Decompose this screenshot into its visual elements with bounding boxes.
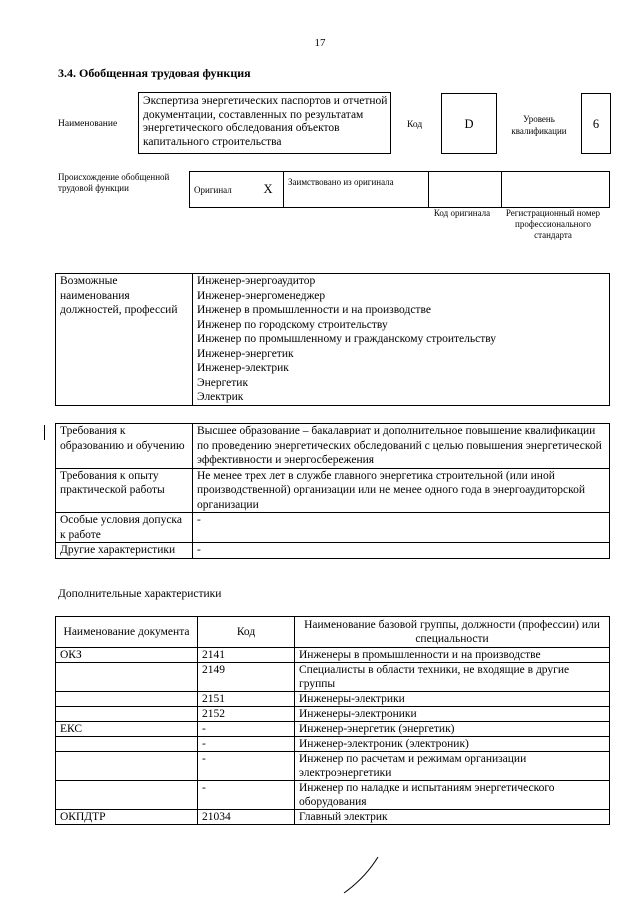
- signature-stroke: [340, 855, 380, 895]
- reg-number-cell: [502, 172, 610, 208]
- code-cell: -: [198, 722, 295, 737]
- doc-cell: [56, 692, 198, 707]
- name-cell: Инженер по расчетам и режимам организации электроэнергетики: [295, 752, 610, 781]
- table-row: [56, 810, 610, 825]
- code-cell: -: [198, 752, 295, 781]
- positions-table: [55, 273, 610, 406]
- doc-cell: ЕКС: [56, 722, 198, 737]
- position-item: Электрик: [197, 391, 244, 403]
- requirements-table: [55, 423, 610, 559]
- reg-number-caption: Регистрационный номер профессионального стандарта: [505, 208, 601, 240]
- position-item: Энергетик: [197, 376, 249, 389]
- table-row: [56, 468, 610, 513]
- borrowed-label: Заимствовано из оригинала: [284, 172, 429, 208]
- code-cell: -: [198, 737, 295, 752]
- original-label: Оригинал: [190, 172, 250, 208]
- code-cell: 2151: [198, 692, 295, 707]
- code-cell: 2149: [198, 663, 295, 692]
- requirement-label: Требования к образованию и обучению: [56, 424, 193, 469]
- position-item: Инженер-энергоменеджер: [197, 289, 326, 302]
- extra-title: Дополнительные характеристики: [58, 588, 222, 600]
- table-row: [56, 707, 610, 722]
- doc-cell: [56, 737, 198, 752]
- requirement-label: Особые условия допуска к работе: [56, 513, 193, 543]
- table-row: [56, 663, 610, 692]
- requirement-value: Высшее образование – бакалавриат и дополнительное повышение квалификации по проведению энергетических обследований с целью повышения энергетической эффективности и энергосбережения: [193, 424, 610, 469]
- requirement-label: Другие характеристики: [56, 543, 193, 559]
- position-item: Инженер в промышленности и на производстве: [197, 304, 431, 316]
- code-value-box: D: [441, 93, 497, 154]
- doc-cell: [56, 663, 198, 692]
- column-header: Наименование документа: [56, 617, 198, 648]
- column-header: Код: [198, 617, 295, 648]
- requirement-value: Не менее трех лет в службе главного энергетика строительной (или иной производственной) организации или не менее одного года в энергоаудиторской организации: [193, 468, 610, 513]
- doc-cell: [56, 752, 198, 781]
- function-name-box: Экспертиза энергетических паспортов и отчетной документации, составленных по результатам энергетического обследования объектов капитального строительства: [138, 92, 391, 154]
- doc-cell: [56, 781, 198, 810]
- table-header-row: [56, 617, 610, 648]
- name-cell: Главный электрик: [295, 810, 610, 825]
- requirement-value: -: [193, 513, 610, 543]
- position-item: Инженер-энергетик: [197, 347, 294, 360]
- position-item: Инженер по промышленному и гражданскому строительству: [197, 333, 497, 345]
- table-row: [56, 648, 610, 663]
- table-row: [56, 692, 610, 707]
- name-cell: Инженер-электроник (электроник): [295, 737, 610, 752]
- table-row: [56, 737, 610, 752]
- table-row: [56, 543, 610, 559]
- position-item: Инженер-энергоаудитор: [197, 275, 316, 287]
- code-cell: 21034: [198, 810, 295, 825]
- requirement-value: -: [193, 543, 610, 559]
- code-original-caption: Код оригинала: [433, 208, 491, 218]
- origin-label: Происхождение обобщенной трудовой функции: [58, 172, 170, 193]
- code-cell: 2152: [198, 707, 295, 722]
- level-label: Уровень квалификации: [511, 114, 567, 136]
- name-cell: Инженеры в промышленности и на производстве: [295, 648, 610, 663]
- name-cell: Инженер-энергетик (энергетик): [295, 722, 610, 737]
- code-cell: -: [198, 781, 295, 810]
- requirement-label: Требования к опыту практической работы: [56, 468, 193, 513]
- name-cell: Специалисты в области техники, не входящие в другие группы: [295, 663, 610, 692]
- doc-cell: ОКПДТР: [56, 810, 198, 825]
- margin-mark: [44, 425, 45, 440]
- column-header: Наименование базовой группы, должности (профессии) или специальности: [295, 617, 610, 648]
- extra-table: [55, 616, 610, 825]
- table-row: [56, 752, 610, 781]
- position-item: Инженер по городскому строительству: [197, 318, 388, 331]
- table-row: [56, 781, 610, 810]
- name-label: Наименование: [58, 119, 118, 129]
- original-code-cell: [429, 172, 502, 208]
- original-mark: Х: [249, 172, 284, 208]
- table-row: [56, 424, 610, 469]
- positions-label: Возможные наименования должностей, профессий: [56, 274, 193, 406]
- table-row: [56, 513, 610, 543]
- page-number: 17: [314, 37, 326, 49]
- name-cell: Инженер по наладке и испытаниям энергетического оборудования: [295, 781, 610, 810]
- section-title: 3.4. Обобщенная трудовая функция: [58, 66, 251, 80]
- table-row: [56, 722, 610, 737]
- code-cell: 2141: [198, 648, 295, 663]
- name-cell: Инженеры-электрики: [295, 692, 610, 707]
- origin-table: [189, 171, 610, 208]
- positions-list: [193, 274, 610, 406]
- position-item: Инженер-электрик: [197, 362, 289, 374]
- name-cell: Инженеры-электроники: [295, 707, 610, 722]
- level-value-box: 6: [581, 93, 611, 154]
- doc-cell: ОКЗ: [56, 648, 198, 663]
- code-label: Код: [407, 120, 423, 130]
- doc-cell: [56, 707, 198, 722]
